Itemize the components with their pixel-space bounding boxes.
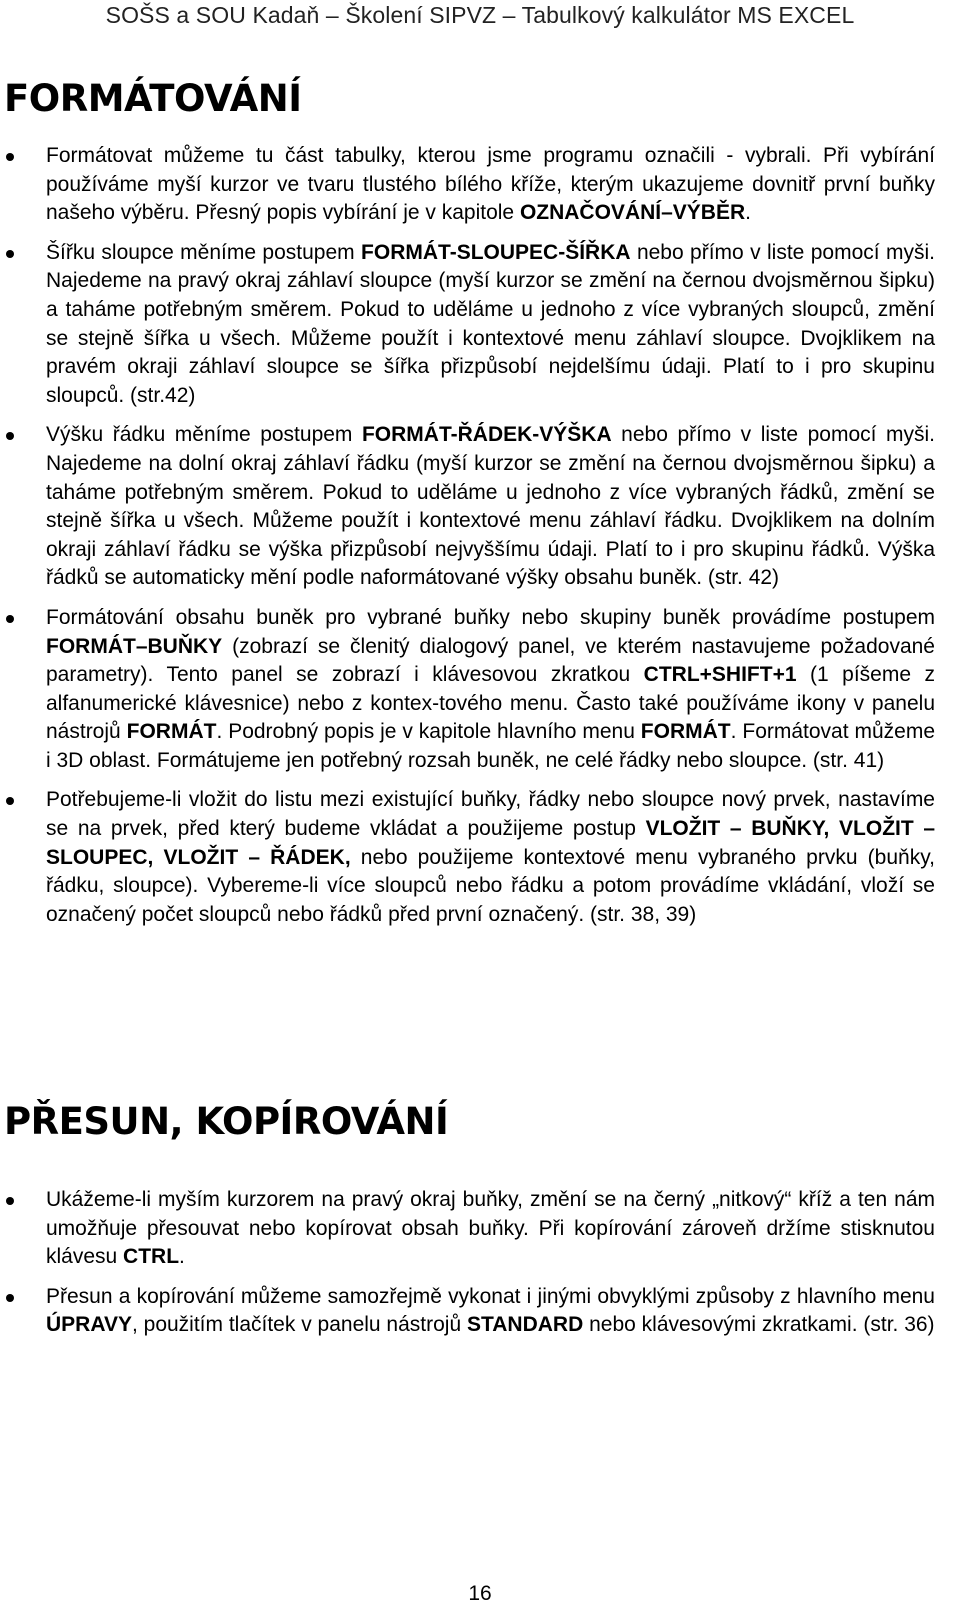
list-item <box>0 142 935 228</box>
paragraph-text: . <box>179 1245 185 1269</box>
paragraph-text: nebo přímo v liste pomocí myši. Najedeme na pravý okraj záhlaví sloupce (myší kurzor se změní na černou dvojsměrnou šipku) a taháme potřebným směrem. Pokud to uděláme u jednoho z více vybraných sloupců, změní se stejně šířka u všech. Můžeme použít i kontextové menu záhlaví sloupce. Dvojklikem na pravém okraji záhlaví sloupce se šířka přizpůsobí nejdelšímu údaji. Platí to i pro skupinu sloupců. (str.42) <box>46 240 935 407</box>
section-heading-presun-kopirovani: PŘESUN, KOPÍROVÁNÍ <box>4 1100 449 1143</box>
list-item <box>0 604 935 776</box>
page-header: SOŠS a SOU Kadaň – Školení SIPVZ – Tabulkový kalkulátor MS EXCEL <box>105 2 855 28</box>
bullet-dot-icon <box>6 432 14 440</box>
page-number: 16 <box>468 1582 492 1605</box>
bold-term: ÚPRAVY <box>46 1313 132 1337</box>
paragraph-text: , použitím tlačítek v panelu nástrojů <box>131 1313 467 1337</box>
bold-term: CTRL <box>123 1245 180 1269</box>
bold-term: VLOŽIT – BUŇKY, VLOŽIT – SLOUPEC, VLOŽIT – ŘÁDEK, <box>46 817 935 869</box>
paragraph-text: nebo použijeme kontextové menu vybraného prvku (buňky, řádku, sloupce). Vybereme-li více sloupců nebo řádku a potom provádíme vkládání, vloží se označený počet sloupců nebo řádků před první označený. (str. 38, 39) <box>46 845 935 926</box>
paragraph-text: Potřebujeme-li vložit do listu mezi existující buňky, řádky nebo sloupce nový prvek, nastavíme se na prvek, před který budeme vkládat a použijeme postup <box>46 788 935 841</box>
list-item <box>0 239 935 411</box>
list-item <box>0 1283 935 1340</box>
bullet-dot-icon <box>6 153 14 161</box>
paragraph-text: Přesun a kopírování můžeme samozřejmě vykonat i jinými obvyklými způsoby z hlavního menu <box>46 1284 935 1308</box>
paragraph-text: Ukážeme-li myším kurzorem na pravý okraj buňky, změní se na černý „nitkový“ kříž a ten nám umožňuje přesouvat nebo kopírovat obsah buňky. Při kopírování zároveň držíme stisknutou klávesu <box>46 1188 935 1269</box>
bold-term: FORMÁT <box>126 720 217 744</box>
paragraph-text: (zobrazí se členitý dialogový panel, ve kterém nastavujeme požadované parametry). Tento panel se zobrazí i klávesovou zkratkou <box>46 634 935 687</box>
paragraph-text: nebo klávesovými zkratkami. (str. 36) <box>583 1313 935 1337</box>
paragraph-text: Formátování obsahu buněk pro vybrané buňky nebo skupiny buněk provádíme postupem <box>46 605 935 629</box>
paragraph-text: . <box>745 201 751 225</box>
formatting-bullet-list <box>0 142 960 940</box>
bold-term: CTRL+SHIFT+1 <box>643 663 797 687</box>
paragraph-text: (1 píšeme z alfanumerické klávesnice) nebo z kontex-tového menu. Často také používáme ikony v panelu nástrojů <box>46 663 935 744</box>
bold-term: FORMÁT-SLOUPEC-ŠÍŘKA <box>361 240 631 264</box>
bold-term: FORMÁT <box>640 720 731 744</box>
section-heading-formatovani: FORMÁTOVÁNÍ <box>4 77 302 120</box>
bullet-dot-icon <box>6 797 14 805</box>
bullet-dot-icon <box>6 250 14 258</box>
bullet-dot-icon <box>6 615 14 623</box>
bold-term: STANDARD <box>466 1313 584 1337</box>
move-copy-bullet-list <box>0 1186 960 1351</box>
list-item <box>0 421 935 593</box>
paragraph-text: . Formátovat můžeme i 3D oblast. Formátujeme jen potřebný rozsah buněk, ne celé řádky nebo sloupce. (str. 41) <box>46 720 935 772</box>
paragraph-text: Šířku sloupce měníme postupem <box>46 240 362 264</box>
paragraph-text: . Podrobný popis je v kapitole hlavního menu <box>216 720 641 744</box>
bullet-dot-icon <box>6 1294 14 1302</box>
bullet-dot-icon <box>6 1197 14 1205</box>
paragraph-text: Formátovat můžeme tu část tabulky, kterou jsme programu označili - vybrali. Při vybírání používáme myší kurzor ve tvaru tlustého bílého kříže, kterým ukazujeme dovnitř první buňky našeho výběru. Přesný popis vybírání je v kapitole <box>46 144 935 225</box>
bold-term: OZNAČOVÁNÍ–VÝBĚR <box>519 201 746 225</box>
paragraph-text: nebo přímo v liste pomocí myši. Najedeme na dolní okraj záhlaví řádku (myší kurzor se změní na černou dvojsměrnou šipku) a taháme potřebným směrem. Pokud to uděláme u jednoho z více vybraných řádků, změní se stejně šířka u všech. Můžeme použít i kontextové menu záhlaví řádku. Dvojklikem na dolním okraji záhlaví řádku se výška přizpůsobí nejvyššímu údaji. Platí to i pro skupinu řádků. Výška řádků se automaticky mění podle naformátované výšky obsahu buněk. (str. 42) <box>46 423 935 590</box>
paragraph-text: Výšku řádku měníme postupem <box>46 423 362 447</box>
list-item <box>0 786 935 929</box>
bold-term: FORMÁT–BUŇKY <box>46 634 223 658</box>
bold-term: FORMÁT-ŘÁDEK-VÝŠKA <box>361 423 612 447</box>
list-item <box>0 1186 935 1272</box>
